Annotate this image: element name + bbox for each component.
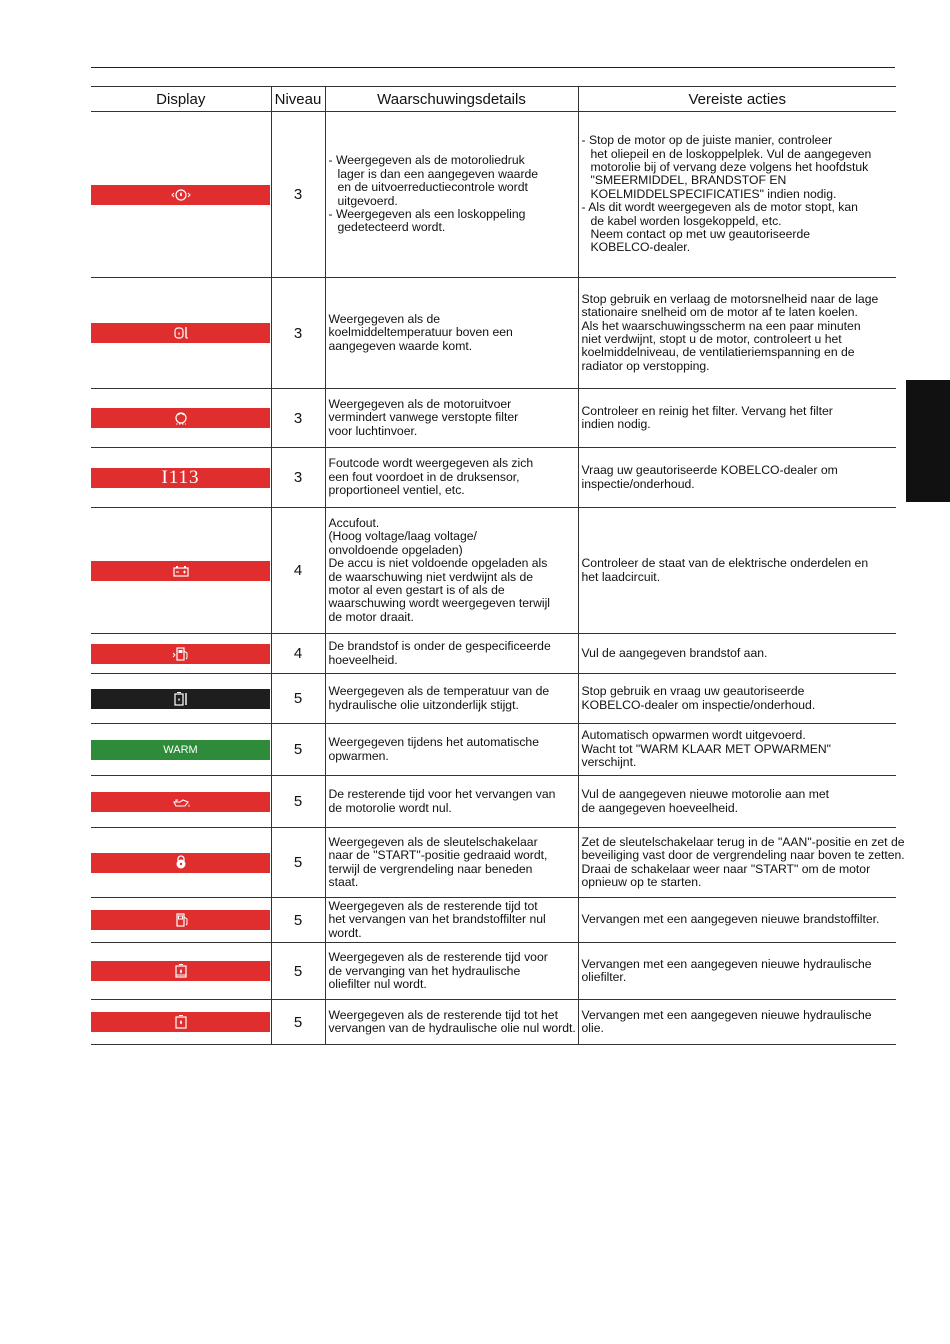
details-line: hydraulische olie uitzonderlijk stijgt. bbox=[328, 697, 519, 712]
actions-cell bbox=[578, 508, 896, 634]
actions-line: Neem contact op met uw geautoriseerde bbox=[590, 227, 810, 242]
details-line: vermindert vanwege verstopte filter bbox=[328, 410, 519, 425]
top-rule bbox=[91, 67, 895, 68]
actions-line: Wacht tot "WARM KLAAR MET OPWARMEN" bbox=[581, 741, 831, 756]
display-cell bbox=[91, 448, 271, 508]
level-cell: 5 bbox=[271, 898, 325, 943]
display-cell bbox=[91, 724, 271, 776]
details-line: De resterende tijd voor het vervangen van bbox=[328, 787, 556, 802]
display-bar bbox=[91, 644, 270, 664]
display-bar bbox=[91, 1012, 270, 1032]
details-cell bbox=[325, 508, 578, 634]
warning-rows bbox=[91, 112, 905, 1045]
details-cell bbox=[325, 634, 578, 674]
details-line: Weergegeven tijdens het automatische bbox=[328, 735, 539, 750]
details-line: Foutcode wordt weergegeven als zich bbox=[328, 456, 534, 471]
display-bar bbox=[91, 961, 270, 981]
level-cell: 3 bbox=[271, 448, 325, 508]
warning-row bbox=[91, 389, 896, 448]
details-cell bbox=[325, 1000, 578, 1045]
error-code: I113 bbox=[161, 466, 200, 488]
actions-line: Als het waarschuwingsscherm na een paar minuten bbox=[581, 318, 861, 333]
level-cell: 3 bbox=[271, 112, 325, 278]
details-line: uitgevoerd. bbox=[337, 193, 398, 208]
actions-cell bbox=[578, 389, 896, 448]
details-cell bbox=[325, 112, 578, 278]
details-cell bbox=[325, 389, 578, 448]
actions-line: motorolie bij of vervang deze volgens het hoofdstuk bbox=[590, 159, 869, 174]
details-line: - Weergegeven als een loskoppeling bbox=[328, 206, 526, 221]
details-cell bbox=[325, 898, 578, 943]
actions-cell bbox=[578, 1000, 896, 1045]
details-line: - Weergegeven als de motoroliedruk bbox=[328, 153, 525, 168]
details-line: waarschuwing wordt weergegeven terwijl bbox=[328, 596, 551, 611]
actions-line: niet verdwijnt, stopt u de motor, controleert u het bbox=[581, 332, 842, 346]
battery-icon bbox=[171, 563, 191, 579]
air-filter-icon bbox=[171, 410, 191, 426]
details-line: een fout voordoet in de druksensor, bbox=[328, 469, 520, 484]
actions-cell bbox=[578, 898, 896, 943]
warning-row bbox=[91, 828, 896, 898]
warning-row bbox=[91, 112, 896, 278]
engine-oil-icon bbox=[171, 794, 191, 810]
display-bar bbox=[91, 561, 270, 581]
actions-line: Stop gebruik en vraag uw geautoriseerde bbox=[581, 684, 805, 699]
header-actions: Vereiste acties bbox=[578, 87, 896, 112]
actions-cell bbox=[578, 112, 896, 278]
details-line: Weergegeven als de resterende tijd tot bbox=[328, 899, 538, 913]
warning-row bbox=[91, 448, 896, 508]
actions-line: - Stop de motor op de juiste manier, controleer bbox=[581, 133, 833, 148]
actions-line: Zet de sleutelschakelaar terug in de "AAN"-positie en zet de bbox=[581, 834, 905, 849]
header-display: Display bbox=[91, 87, 271, 112]
actions-line: - Als dit wordt weergegeven als de motor stopt, kan bbox=[581, 200, 858, 215]
display-label: WARM bbox=[163, 743, 198, 756]
actions-line: verschijnt. bbox=[581, 755, 637, 770]
details-line: Accufout. bbox=[328, 515, 380, 530]
level-cell: 5 bbox=[271, 828, 325, 898]
oil-pressure-icon bbox=[171, 187, 191, 203]
actions-line: Vul de aangegeven nieuwe motorolie aan met bbox=[581, 787, 830, 802]
actions-line: Vraag uw geautoriseerde KOBELCO-dealer om bbox=[581, 463, 838, 478]
details-line: voor luchtinvoer. bbox=[328, 423, 418, 438]
level-cell: 3 bbox=[271, 389, 325, 448]
actions-line: de aangegeven hoeveelheid. bbox=[581, 800, 739, 815]
level-cell: 3 bbox=[271, 278, 325, 389]
warning-row bbox=[91, 1000, 896, 1045]
header-details: Waarschuwingsdetails bbox=[325, 87, 578, 112]
details-line: Weergegeven als de resterende tijd voor bbox=[328, 950, 548, 965]
details-line: gedetecteerd wordt. bbox=[337, 220, 446, 235]
warning-row bbox=[91, 634, 896, 674]
details-cell bbox=[325, 448, 578, 508]
section-tab bbox=[906, 380, 950, 502]
details-cell bbox=[325, 724, 578, 776]
warning-row bbox=[91, 508, 896, 634]
details-line: proportioneel ventiel, etc. bbox=[328, 483, 465, 498]
level-cell: 4 bbox=[271, 508, 325, 634]
warning-row bbox=[91, 898, 896, 943]
actions-line: olie. bbox=[581, 1021, 604, 1036]
details-line: lager is dan een aangegeven waarde bbox=[337, 166, 539, 181]
display-bar bbox=[91, 689, 270, 709]
actions-line: het laadcircuit. bbox=[581, 569, 661, 584]
details-line: (Hoog voltage/laag voltage/ bbox=[328, 529, 477, 544]
actions-line: Stop gebruik en verlaag de motorsnelheid naar de lage bbox=[581, 291, 879, 306]
warning-row bbox=[91, 724, 896, 776]
warning-table bbox=[91, 86, 905, 1045]
display-cell bbox=[91, 898, 271, 943]
level-cell: 4 bbox=[271, 634, 325, 674]
display-bar bbox=[91, 408, 270, 428]
actions-cell bbox=[578, 724, 896, 776]
details-cell bbox=[325, 776, 578, 828]
actions-cell bbox=[578, 634, 896, 674]
details-line: wordt. bbox=[328, 925, 362, 940]
warning-row bbox=[91, 278, 896, 389]
actions-cell bbox=[578, 278, 896, 389]
details-line: de motorolie wordt nul. bbox=[328, 800, 452, 815]
display-cell bbox=[91, 508, 271, 634]
actions-cell bbox=[578, 776, 896, 828]
fuel-level-icon bbox=[171, 646, 191, 662]
actions-line: KOBELCO-dealer om inspectie/onderhoud. bbox=[581, 697, 816, 712]
actions-line: koelmiddelniveau, de ventilatieriemspanning en de bbox=[581, 345, 855, 360]
actions-line: beveiliging vast door de vergrendeling naar boven te zetten. bbox=[581, 848, 905, 863]
details-line: de vervanging van het hydraulische bbox=[328, 963, 521, 978]
coolant-temperature-icon bbox=[171, 325, 191, 341]
details-line: De brandstof is onder de gespecificeerde bbox=[328, 639, 551, 654]
actions-line: het oliepeil en de loskoppelplek. Vul de aangegeven bbox=[590, 146, 872, 161]
actions-line: stationaire snelheid om de motor af te laten koelen. bbox=[581, 305, 858, 320]
details-line: onvoldoende opgeladen) bbox=[328, 542, 463, 557]
display-cell bbox=[91, 1000, 271, 1045]
details-cell bbox=[325, 674, 578, 724]
fuel-filter-icon bbox=[171, 912, 191, 928]
hydraulic-oil-temperature-icon bbox=[171, 691, 191, 707]
actions-line: inspectie/onderhoud. bbox=[581, 476, 695, 491]
hydraulic-filter-icon bbox=[171, 963, 191, 979]
display-cell bbox=[91, 674, 271, 724]
display-bar bbox=[91, 792, 270, 812]
details-line: de motor draait. bbox=[328, 609, 414, 624]
actions-cell bbox=[578, 674, 896, 724]
actions-line: Draai de schakelaar weer naar "START" om de motor bbox=[581, 861, 871, 876]
actions-line: Vervangen met een aangegeven nieuwe brandstoffilter. bbox=[581, 912, 880, 927]
actions-cell bbox=[578, 828, 905, 898]
display-bar bbox=[91, 910, 270, 930]
display-bar bbox=[91, 323, 270, 343]
details-line: hoeveelheid. bbox=[328, 652, 398, 667]
header-level: Niveau bbox=[271, 87, 325, 112]
display-cell bbox=[91, 776, 271, 828]
display-cell bbox=[91, 828, 271, 898]
display-bar bbox=[91, 853, 270, 873]
display-cell bbox=[91, 278, 271, 389]
details-line: en de uitvoerreductiecontrole wordt bbox=[337, 180, 528, 195]
display-bar bbox=[91, 185, 270, 205]
details-line: Weergegeven als de bbox=[328, 311, 441, 326]
actions-line: KOELMIDDELSPECIFICATIES" indien nodig. bbox=[590, 186, 837, 201]
display-cell bbox=[91, 943, 271, 1000]
details-line: Weergegeven als de resterende tijd tot het bbox=[328, 1007, 558, 1022]
level-cell: 5 bbox=[271, 943, 325, 1000]
details-line: koelmiddeltemperatuur boven een bbox=[328, 325, 513, 340]
level-cell: 5 bbox=[271, 724, 325, 776]
details-line: staat. bbox=[328, 874, 359, 889]
actions-line: opnieuw op te starten. bbox=[581, 874, 702, 889]
details-line: Weergegeven als de motoruitvoer bbox=[328, 396, 512, 411]
actions-line: Automatisch opwarmen wordt uitgevoerd. bbox=[581, 728, 806, 743]
lock-icon bbox=[171, 855, 191, 871]
actions-line: Controleer de staat van de elektrische onderdelen en bbox=[581, 556, 869, 571]
level-cell: 5 bbox=[271, 674, 325, 724]
actions-line: Vervangen met een aangegeven nieuwe hydraulische bbox=[581, 956, 872, 971]
details-line: naar de "START"-positie gedraaid wordt, bbox=[328, 848, 548, 863]
actions-line: de kabel worden losgekoppeld, etc. bbox=[590, 213, 782, 228]
display-bar bbox=[91, 740, 270, 760]
actions-line: indien nodig. bbox=[581, 417, 651, 431]
actions-line: radiator op verstopping. bbox=[581, 358, 710, 373]
actions-line: Vul de aangegeven brandstof aan. bbox=[581, 645, 768, 660]
hydraulic-oil-icon bbox=[171, 1014, 191, 1030]
details-line: vervangen van de hydraulische olie nul wordt. bbox=[328, 1021, 576, 1036]
details-cell bbox=[325, 828, 578, 898]
warning-row bbox=[91, 674, 896, 724]
details-cell bbox=[325, 943, 578, 1000]
details-line: oliefilter nul wordt. bbox=[328, 976, 427, 991]
details-line: Weergegeven als de temperatuur van de bbox=[328, 684, 550, 699]
display-cell bbox=[91, 634, 271, 674]
details-line: Weergegeven als de sleutelschakelaar bbox=[328, 834, 538, 849]
details-line: terwijl de vergrendeling naar beneden bbox=[328, 861, 533, 876]
display-bar bbox=[91, 468, 270, 488]
actions-line: oliefilter. bbox=[581, 970, 627, 985]
display-cell bbox=[91, 389, 271, 448]
actions-cell bbox=[578, 943, 896, 1000]
warning-row bbox=[91, 943, 896, 1000]
actions-line: "SMEERMIDDEL, BRANDSTOF EN bbox=[590, 173, 787, 188]
display-cell bbox=[91, 112, 271, 278]
details-cell bbox=[325, 278, 578, 389]
actions-cell bbox=[578, 448, 896, 508]
details-line: De accu is niet voldoende opgeladen als bbox=[328, 556, 548, 571]
details-line: de waarschuwing niet verdwijnt als de bbox=[328, 569, 534, 584]
warning-row bbox=[91, 776, 896, 828]
level-cell: 5 bbox=[271, 776, 325, 828]
details-line: motor al even gestart is of als de bbox=[328, 582, 505, 597]
level-cell: 5 bbox=[271, 1000, 325, 1045]
actions-line: KOBELCO-dealer. bbox=[590, 240, 691, 255]
details-line: opwarmen. bbox=[328, 748, 389, 763]
details-line: het vervangen van het brandstoffilter nul bbox=[328, 912, 546, 927]
details-line: aangegeven waarde komt. bbox=[328, 338, 473, 353]
header-row bbox=[91, 87, 896, 112]
actions-line: Vervangen met een aangegeven nieuwe hydraulische bbox=[581, 1007, 872, 1022]
actions-line: Controleer en reinig het filter. Vervang het filter bbox=[581, 403, 833, 418]
